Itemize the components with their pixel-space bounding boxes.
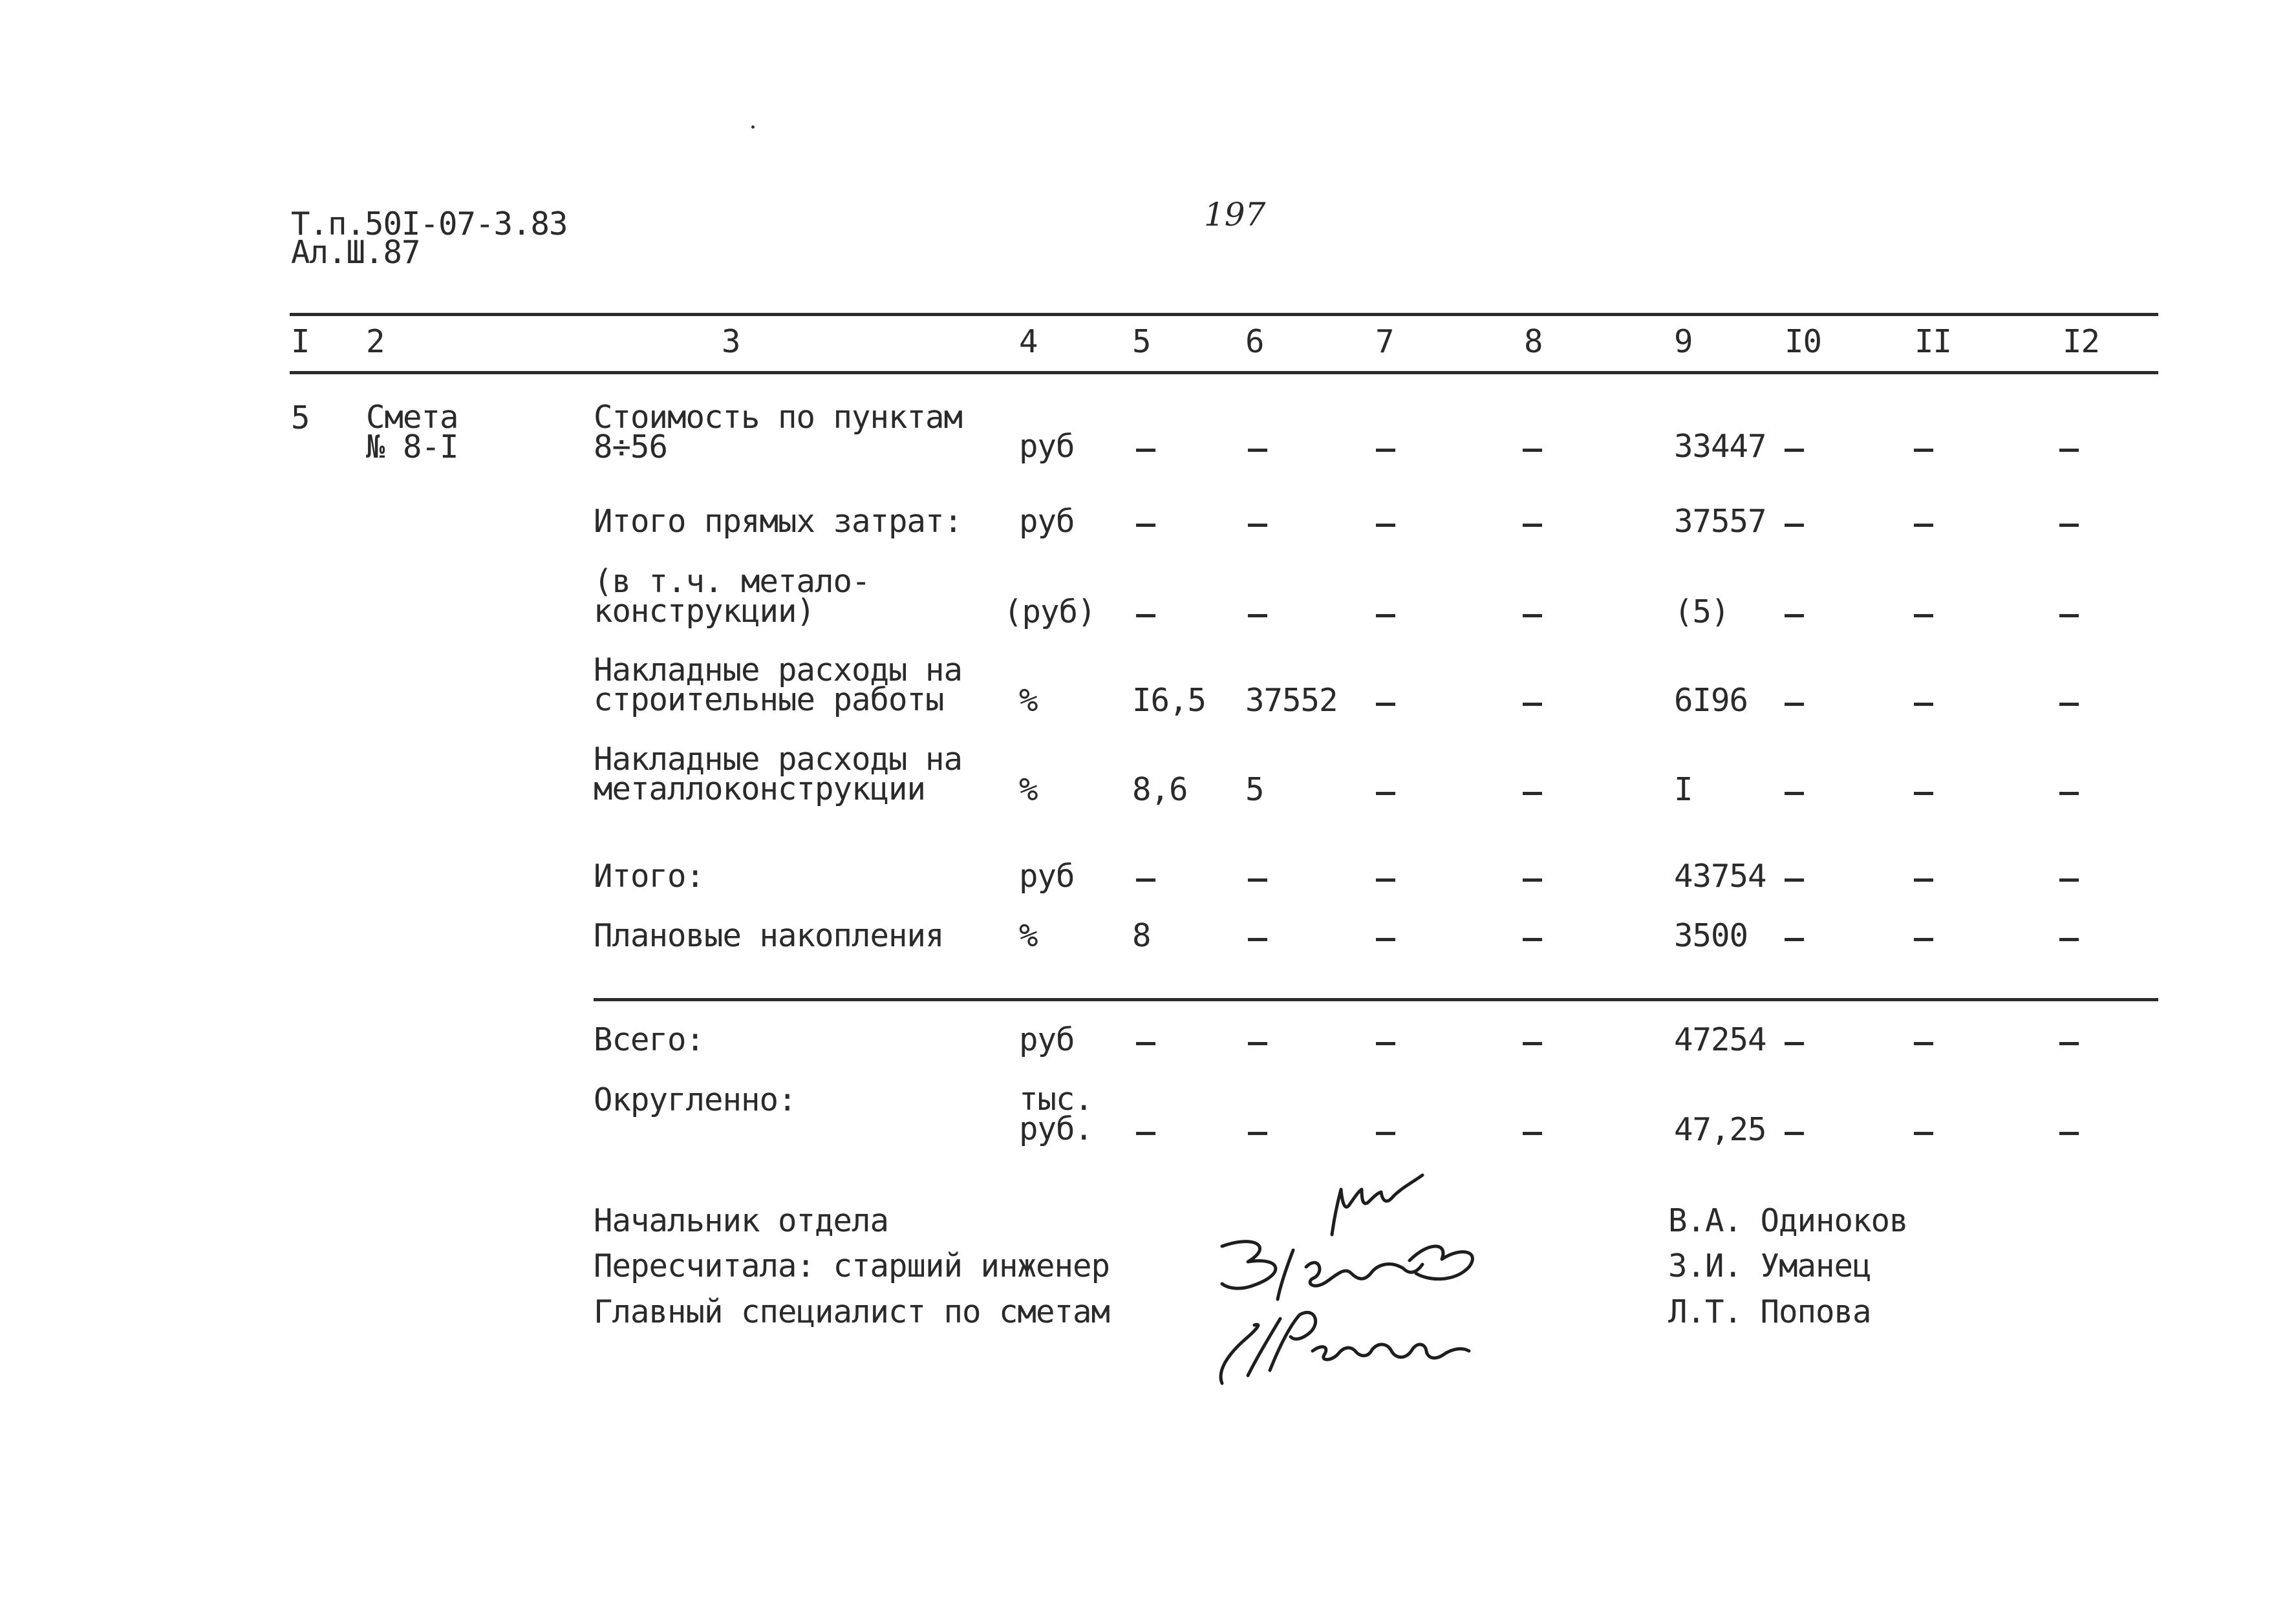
empty-cell-dash xyxy=(2059,792,2079,795)
empty-cell-dash xyxy=(1136,449,1155,452)
empty-cell-dash xyxy=(1785,524,1804,527)
row-unit: руб xyxy=(1019,428,1075,465)
empty-cell-dash xyxy=(1785,1132,1804,1135)
signature-name: Л.Т. Попова xyxy=(1668,1293,1871,1330)
empty-cell-dash xyxy=(1376,1042,1395,1045)
document-code-line-2: Ал.Ш.87 xyxy=(291,234,420,271)
column-header-3: 3 xyxy=(722,323,740,360)
row-value-col-9: 47,25 xyxy=(1674,1111,1766,1148)
row-label: Итого: xyxy=(594,858,705,895)
row-value-col-5: 8 xyxy=(1132,917,1151,954)
row-label: Всего: xyxy=(594,1021,705,1058)
empty-cell-dash xyxy=(1376,878,1395,882)
row-label: Стоимость по пунктам 8÷56 xyxy=(594,399,963,465)
document-code xyxy=(291,206,568,271)
row-unit: тыс. руб. xyxy=(1019,1081,1093,1147)
empty-cell-dash xyxy=(1248,614,1267,617)
estimate-name-line-1: Смета xyxy=(366,399,458,436)
signature-role: Начальник отдела xyxy=(594,1202,889,1239)
empty-cell-dash xyxy=(1376,524,1395,527)
empty-cell-dash xyxy=(1785,449,1804,452)
empty-cell-dash xyxy=(1914,792,1933,795)
row-value-col-9: I xyxy=(1674,771,1693,808)
column-header-4: 4 xyxy=(1019,323,1038,360)
empty-cell-dash xyxy=(1785,1042,1804,1045)
row-unit: (руб) xyxy=(1003,593,1096,630)
column-header-6: 6 xyxy=(1245,323,1264,360)
empty-cell-dash xyxy=(1376,938,1395,941)
row-value-col-5: 8,6 xyxy=(1132,771,1188,808)
column-header-1: I xyxy=(291,323,310,360)
column-header-11: II xyxy=(1915,323,1952,360)
estimate-name-line-2: № 8-I xyxy=(366,429,458,465)
empty-cell-dash xyxy=(2059,878,2079,882)
empty-cell-dash xyxy=(1136,614,1155,617)
empty-cell-dash xyxy=(1914,449,1933,452)
signature-role: Главный специалист по сметам xyxy=(594,1293,1110,1330)
row-unit: руб xyxy=(1019,858,1075,895)
row-unit: % xyxy=(1019,682,1038,719)
table-top-rule xyxy=(290,313,2158,316)
empty-cell-dash xyxy=(1914,524,1933,527)
empty-cell-dash xyxy=(1248,878,1267,882)
row-label: Накладные расходы на строительные работы xyxy=(594,652,963,718)
column-header-10: I0 xyxy=(1785,323,1822,360)
empty-cell-dash xyxy=(1248,449,1267,452)
column-header-2: 2 xyxy=(366,323,385,360)
empty-cell-dash xyxy=(1523,1132,1542,1135)
empty-cell-dash xyxy=(1376,703,1395,706)
column-header-5: 5 xyxy=(1132,323,1151,360)
row-unit: % xyxy=(1019,771,1038,808)
empty-cell-dash xyxy=(1914,703,1933,706)
signature-role: Пересчитала: старший инженер xyxy=(594,1248,1110,1284)
row-value-col-9: 43754 xyxy=(1674,858,1766,895)
empty-cell-dash xyxy=(1376,792,1395,795)
row-label: Накладные расходы на металлоконструкции xyxy=(594,741,963,807)
empty-cell-dash xyxy=(1136,1132,1155,1135)
empty-cell-dash xyxy=(1785,703,1804,706)
empty-cell-dash xyxy=(1785,938,1804,941)
empty-cell-dash xyxy=(1248,524,1267,527)
empty-cell-dash xyxy=(1376,1132,1395,1135)
empty-cell-dash xyxy=(1914,1042,1933,1045)
document-code-line-1: Т.п.50I-07-3.83 xyxy=(291,206,568,242)
empty-cell-dash xyxy=(2059,703,2079,706)
empty-cell-dash xyxy=(1523,614,1542,617)
column-header-12: I2 xyxy=(2063,323,2100,360)
row-value-col-9: (5) xyxy=(1674,593,1730,630)
scan-speck xyxy=(751,125,755,129)
empty-cell-dash xyxy=(2059,938,2079,941)
handwritten-signature-3 xyxy=(1209,1299,1474,1390)
row-value-col-6: 5 xyxy=(1245,771,1264,808)
empty-cell-dash xyxy=(1523,878,1542,882)
row-label: (в т.ч. метало- конструкции) xyxy=(594,563,870,630)
row-value-col-5: I6,5 xyxy=(1132,682,1207,719)
empty-cell-dash xyxy=(2059,1042,2079,1045)
table-header-rule xyxy=(290,371,2158,374)
row-value-col-9: 6I96 xyxy=(1674,682,1748,719)
signature-name: В.А. Одиноков xyxy=(1668,1202,1908,1239)
empty-cell-dash xyxy=(1376,614,1395,617)
empty-cell-dash xyxy=(1914,1132,1933,1135)
empty-cell-dash xyxy=(2059,449,2079,452)
signature-name: З.И. Уманец xyxy=(1668,1248,1871,1284)
empty-cell-dash xyxy=(1523,703,1542,706)
row-unit: % xyxy=(1019,917,1038,954)
empty-cell-dash xyxy=(1785,614,1804,617)
empty-cell-dash xyxy=(2059,1132,2079,1135)
empty-cell-dash xyxy=(1376,449,1395,452)
column-header-7: 7 xyxy=(1375,323,1394,360)
empty-cell-dash xyxy=(1914,938,1933,941)
empty-cell-dash xyxy=(1785,878,1804,882)
estimate-name xyxy=(366,399,458,465)
block-number: 5 xyxy=(291,399,310,436)
empty-cell-dash xyxy=(2059,524,2079,527)
row-value-col-9: 47254 xyxy=(1674,1021,1766,1058)
row-label: Округленно: xyxy=(594,1081,797,1118)
column-header-8: 8 xyxy=(1524,323,1543,360)
row-value-col-9: 33447 xyxy=(1674,428,1766,465)
empty-cell-dash xyxy=(1248,1042,1267,1045)
empty-cell-dash xyxy=(1523,1042,1542,1045)
empty-cell-dash xyxy=(1523,449,1542,452)
empty-cell-dash xyxy=(1523,792,1542,795)
empty-cell-dash xyxy=(1248,1132,1267,1135)
table-total-rule xyxy=(594,998,2158,1001)
empty-cell-dash xyxy=(1248,938,1267,941)
empty-cell-dash xyxy=(1136,1042,1155,1045)
column-header-9: 9 xyxy=(1674,323,1693,360)
empty-cell-dash xyxy=(1136,524,1155,527)
row-label: Плановые накопления xyxy=(594,917,944,954)
row-label: Итого прямых затрат: xyxy=(594,503,963,540)
empty-cell-dash xyxy=(1914,614,1933,617)
page-number: 197 xyxy=(1204,196,1266,233)
row-value-col-6: 37552 xyxy=(1245,682,1338,719)
row-unit: руб xyxy=(1019,503,1075,540)
row-value-col-9: 37557 xyxy=(1674,503,1766,540)
row-value-col-9: 3500 xyxy=(1674,917,1748,954)
empty-cell-dash xyxy=(1785,792,1804,795)
empty-cell-dash xyxy=(2059,614,2079,617)
empty-cell-dash xyxy=(1523,524,1542,527)
row-unit: руб xyxy=(1019,1021,1075,1058)
empty-cell-dash xyxy=(1914,878,1933,882)
empty-cell-dash xyxy=(1523,938,1542,941)
empty-cell-dash xyxy=(1136,878,1155,882)
